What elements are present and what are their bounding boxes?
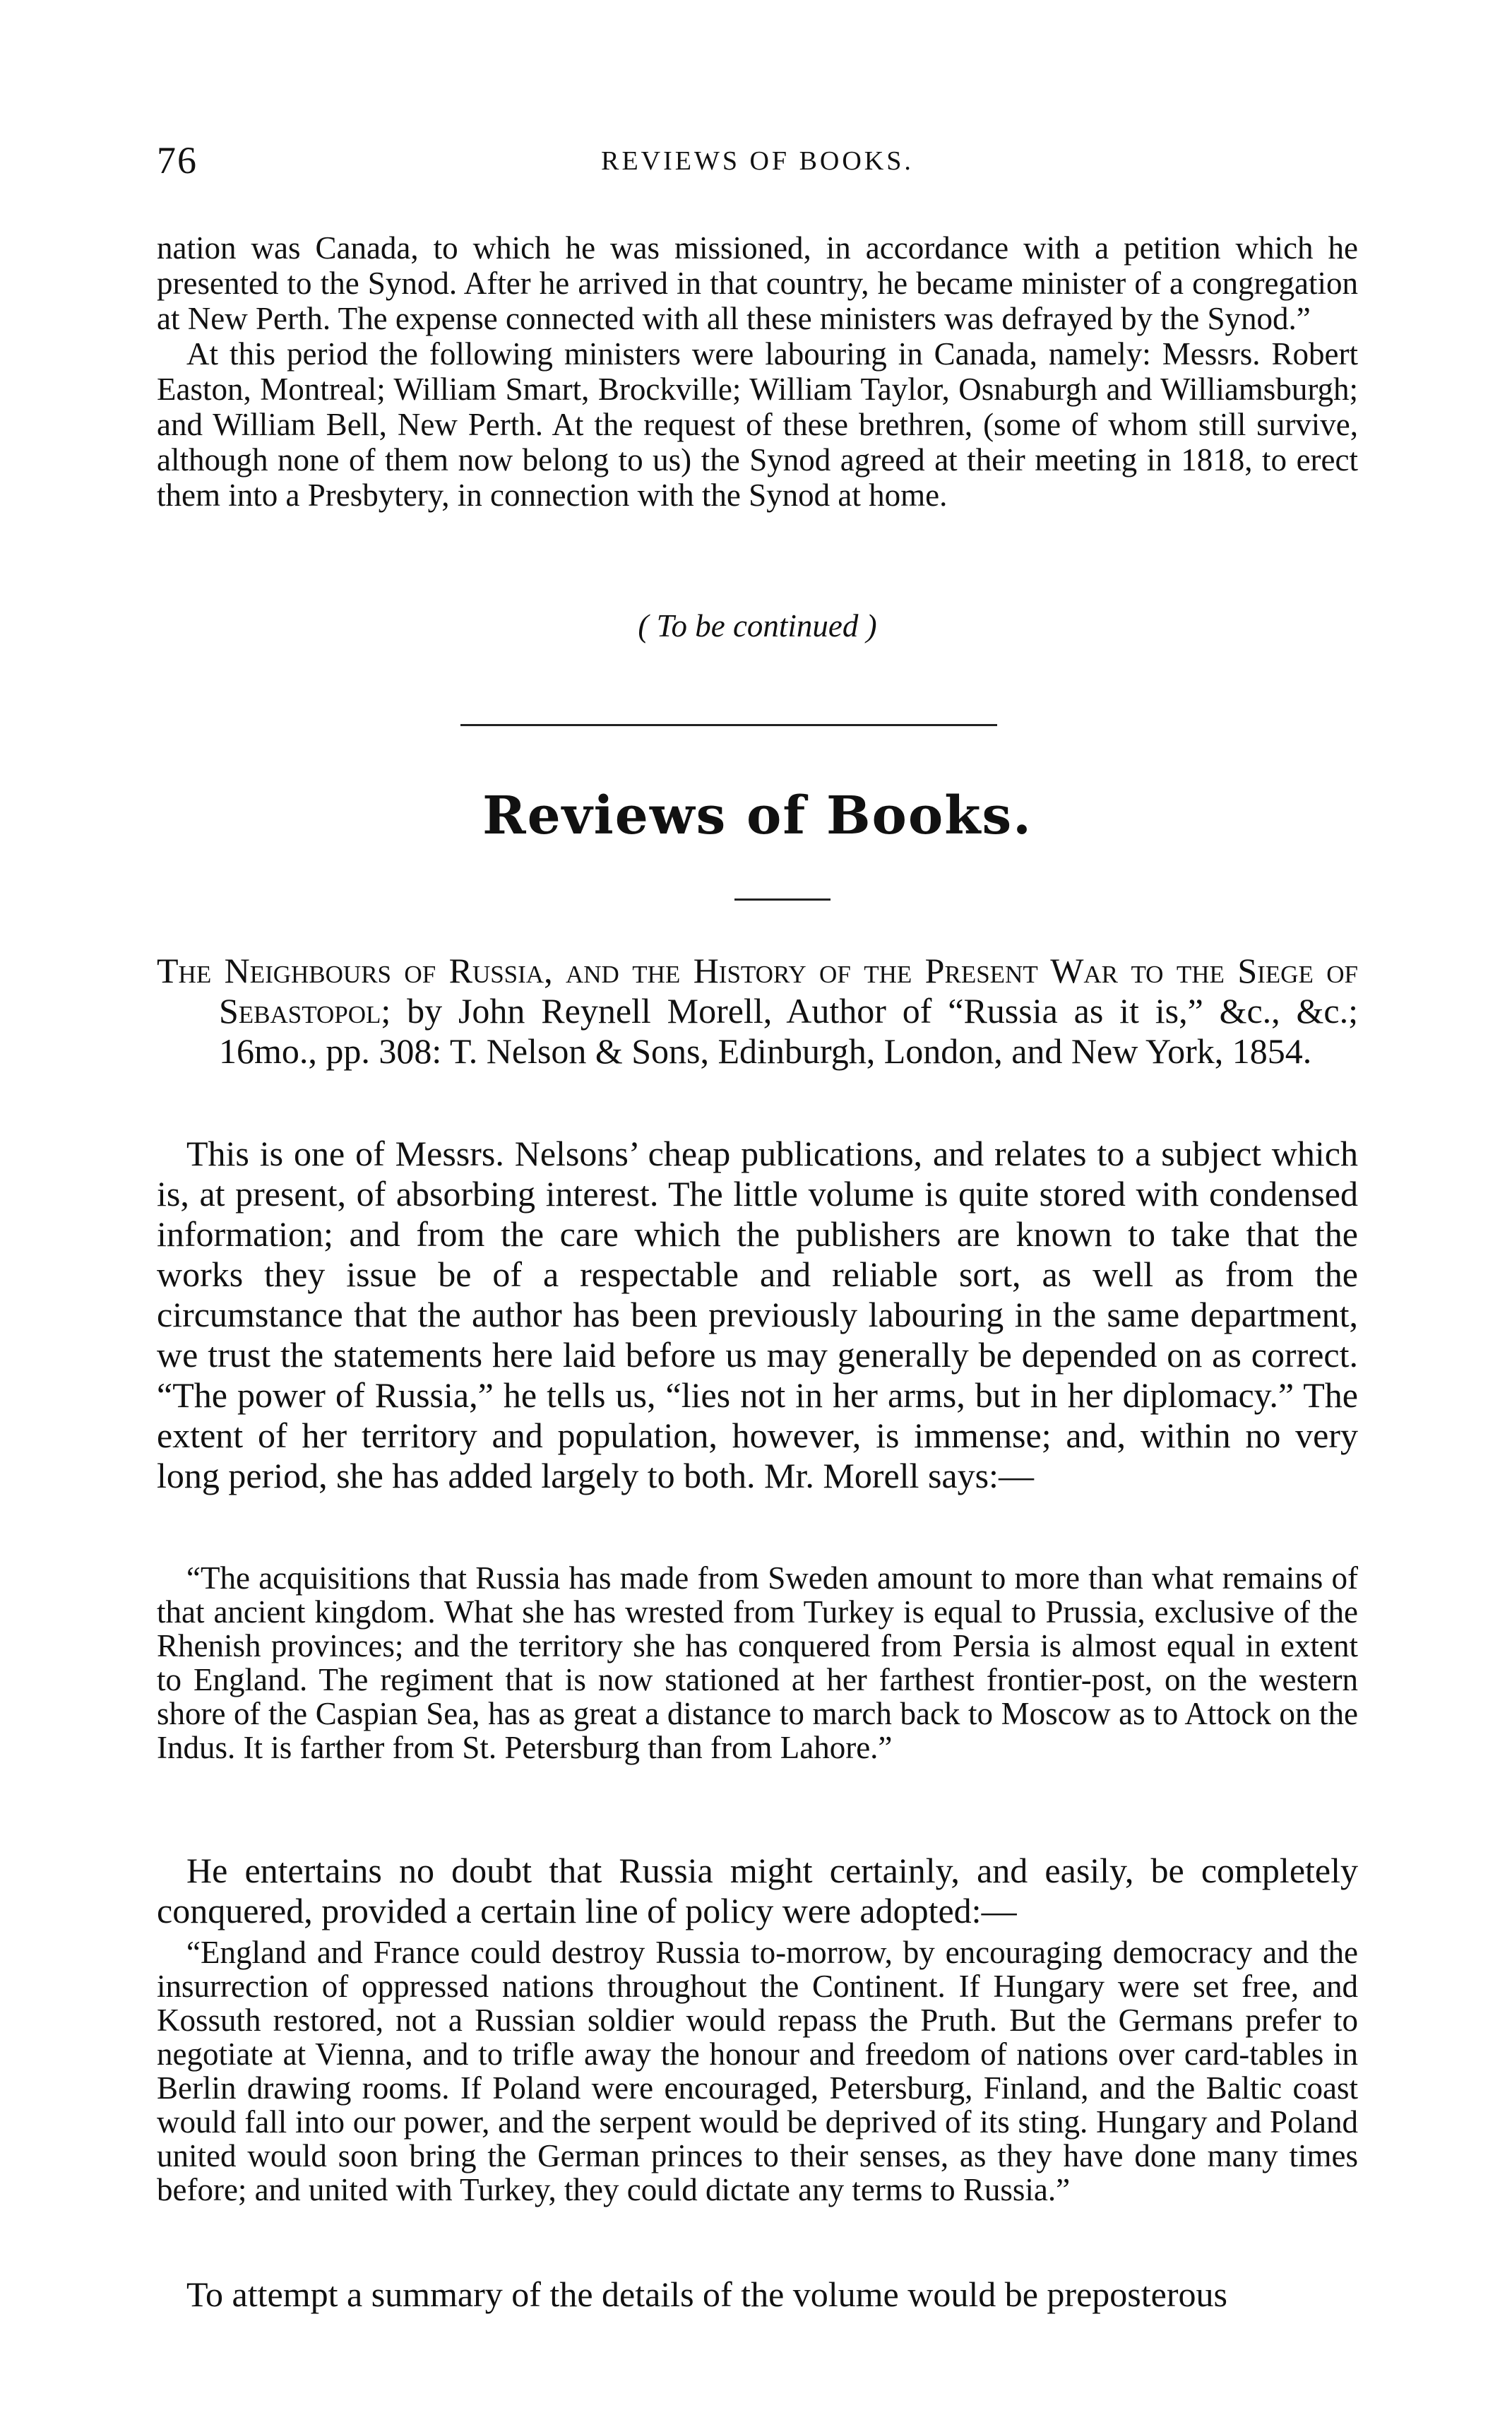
- review-paragraph: [157, 2274, 1358, 2315]
- to-be-continued-note: ( To be continued ): [638, 608, 877, 643]
- review-paragraph: [157, 1134, 1358, 1496]
- page-header: [157, 138, 1358, 181]
- section-divider: [460, 724, 997, 726]
- block-quote: [157, 1935, 1358, 2207]
- review-text: This is one of Messrs. Nelsons’ cheap publications, and relates to a subject which is, at present, of absorbing interest. The little volume is quite stored with condensed information; and from the care which the publishers are known to take that the works they issue be of a respectable and reliable sort, as well as from the circumstance that the author has been previously labouring in the same department, we trust the statements here laid before us may generally be depended on as correct. “The power of Russia,” he tells us, “lies not in her arms, but in her diplomacy.” The extent of her territory and population, however, is immense; and, within no very long period, she has added largely to both. Mr. Morell says:—: [157, 1134, 1358, 1495]
- book-details: by John Reynell Morell, Author of “Russia as it is,” &c., &c.; 16mo., pp. 308: T. Nelson & Sons, Edinburgh, London, and New York, 1854.: [219, 991, 1358, 1071]
- review-paragraph: [157, 1851, 1358, 1931]
- continued-article-text: [157, 230, 1358, 513]
- quote-text: “England and France could destroy Russia to-morrow, by encouraging democracy and the insurrection of oppressed nations throughout the Continent. If Hungary were set free, and Kossuth restored, not a Russian soldier would repass the Pruth. But the Germans prefer to negotiate at Vienna, and to trifle away the honour and freedom of nations over card-tables in Berlin drawing rooms. If Poland were encouraged, Petersburg, Finland, and the Baltic coast would fall into our power, and the serpent would be deprived of its sting. Hungary and Poland united would soon bring the German princes to their senses, as they have done many times before; and united with Turkey, they could dictate any terms to Russia.”: [157, 1935, 1358, 2207]
- quote-text: “The acquisitions that Russia has made from Sweden amount to more than what remains of that ancient kingdom. What she has wrested from Turkey is equal to Prussia, exclusive of the Rhenish provinces; and the territory she has conquered from Persia is almost equal in extent to England. The regiment that is now stationed at her farthest frontier-post, on the western shore of the Caspian Sea, has as great a distance to march back to Moscow as to Attock on the Indus. It is farther from St. Petersburg than from Lahore.”: [157, 1560, 1358, 1765]
- block-quote: [157, 1561, 1358, 1764]
- review-text: To attempt a summary of the details of the volume would be preposterous: [186, 2274, 1227, 2314]
- article-paragraph: At this period the following ministers were labouring in Canada, namely: Messrs. Robert Easton, Montreal; William Smart, Brockville; William Taylor, Osnaburgh and Williamsburgh; and William Bell, New Perth. At the request of these brethren, (some of whom still survive, although none of them now belong to us) the Synod agreed at their meeting in 1818, to erect them into a Presbytery, in connection with the Synod at home.: [157, 336, 1358, 513]
- review-text: He entertains no doubt that Russia might certainly, and easily, be completely conquered, provided a certain line of policy were adopted:—: [157, 1851, 1358, 1930]
- page-number: 76: [157, 139, 198, 182]
- running-title: REVIEWS OF BOOKS.: [601, 146, 914, 176]
- book-title: The Neighbours of Russia, and the History of the Present War to the Siege of Sebastopol;: [157, 951, 1358, 1031]
- book-citation: [157, 951, 1358, 1072]
- article-paragraph: nation was Canada, to which he was missioned, in accordance with a petition which he presented to the Synod. After he arrived in that country, he became minister of a congregation at New Perth. The expense connected with all these ministers was defrayed by the Synod.”: [157, 230, 1358, 336]
- heading-underline: [734, 898, 831, 901]
- section-heading: Reviews of Books.: [482, 785, 1032, 846]
